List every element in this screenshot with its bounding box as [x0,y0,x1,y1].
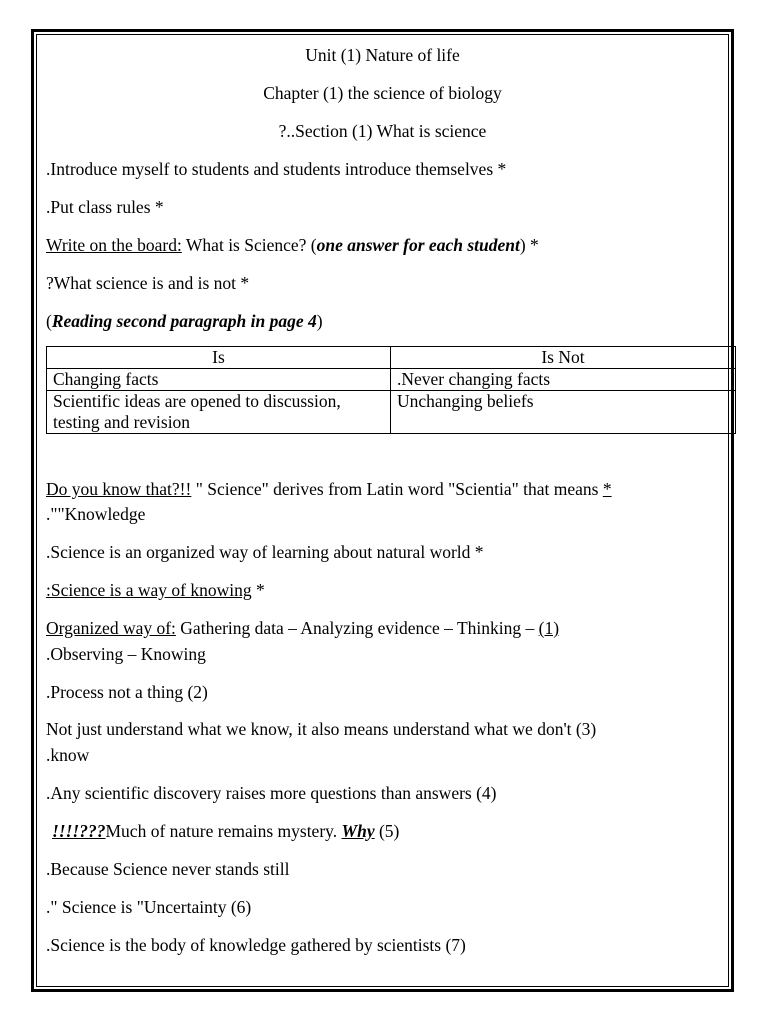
way-label: :Science is a way of knowing [46,580,252,600]
know-line [46,478,612,500]
table-row [47,391,736,434]
table-header-row [47,347,736,369]
mystery-line [46,820,399,842]
mystery-mark: !!!!??? [52,821,106,841]
uncertainty-line: ." Science is "Uncertainty (6) [46,897,252,917]
mystery-why: Why [341,821,375,841]
section-title: ?..Section (1) What is science [278,121,487,141]
table-cell: .Never changing facts [391,369,736,391]
table-cell: Scientific ideas are opened to discussion, testing and revision [47,391,391,434]
process-line: .Process not a thing (2) [46,682,208,702]
not-just-line: Not just understand what we know, it also means understand what we don't (3) [46,719,597,739]
not-just-cont-line: .know [46,745,90,765]
table-cell: Changing facts [47,369,391,391]
board-text: What is Science? ( [181,235,317,255]
know-star: * [602,479,612,499]
table-header-is: Is [47,347,391,369]
board-label: Write on the board: [46,235,182,255]
board-line [46,234,539,256]
board-end: ) * [519,235,539,255]
know-label: Do you know that?!! [46,479,192,499]
board-italic: one answer for each student [316,235,520,255]
discovery-line: .Any scientific discovery raises more questions than answers (4) [46,783,497,803]
rules-line: .Put class rules * [46,197,164,217]
org-cont-line: .Observing – Knowing [46,644,206,664]
what-is-line: ?What science is and is not * [46,273,250,293]
org-line [46,617,559,639]
org-label: Organized way of: [46,618,176,638]
table-row [47,369,736,391]
is-isnot-table [46,346,736,434]
org-text: Gathering data – Analyzing evidence – Thinking – [175,618,539,638]
unit-title: Unit (1) Nature of life [305,45,460,65]
body-knowledge-line: .Science is the body of knowledge gathered by scientists (7) [46,935,466,955]
org-num: (1) [538,618,560,638]
table-cell: Unchanging beliefs [391,391,736,434]
organized-line: .Science is an organized way of learning about natural world * [46,542,484,562]
way-star: * [251,580,265,600]
way-line [46,579,265,601]
introduce-line: .Introduce myself to students and students introduce themselves * [46,159,507,179]
mystery-num: (5) [374,821,400,841]
reading-italic: Reading second paragraph in page 4 [51,311,317,331]
know-text: " Science" derives from Latin word "Scientia" that means [191,479,603,499]
chapter-title: Chapter (1) the science of biology [263,83,502,103]
know-cont-line: .""Knowledge [46,504,146,524]
reading-line [46,310,323,332]
reading-close: ) [316,311,323,331]
mystery-text: Much of nature remains mystery. [105,821,342,841]
table-header-isnot: Is Not [391,347,736,369]
reading-open: ( [46,311,52,331]
because-line: .Because Science never stands still [46,859,290,879]
